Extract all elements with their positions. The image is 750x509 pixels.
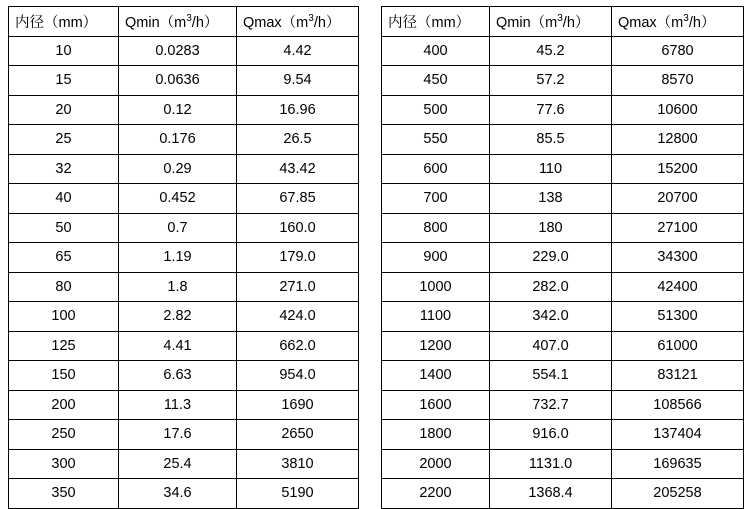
cell-qmax: 9.54 — [237, 66, 359, 96]
cell-qmin: 57.2 — [490, 66, 612, 96]
header-unit-suffix: /h） — [313, 14, 341, 31]
cell-qmin: 0.452 — [119, 184, 237, 214]
superscript-3: 3 — [186, 12, 192, 24]
cell-qmax: 137404 — [612, 420, 744, 450]
cell-diameter: 200 — [9, 390, 119, 420]
cell-qmin: 17.6 — [119, 420, 237, 450]
table-row — [9, 95, 359, 125]
superscript-3: 3 — [557, 12, 563, 24]
cell-diameter: 800 — [382, 213, 490, 243]
header-row — [382, 7, 744, 37]
table-row — [382, 390, 744, 420]
cell-qmin: 229.0 — [490, 243, 612, 273]
header-cell-qmin — [490, 7, 612, 37]
cell-qmin: 85.5 — [490, 125, 612, 155]
cell-diameter: 80 — [9, 272, 119, 302]
header-unit-suffix: /h） — [562, 14, 590, 31]
header-cell-qmax — [612, 7, 744, 37]
cell-qmax: 6780 — [612, 36, 744, 66]
table-row — [9, 331, 359, 361]
cell-qmin: 2.82 — [119, 302, 237, 332]
cell-qmax: 5190 — [237, 479, 359, 509]
table-row — [382, 449, 744, 479]
header-cell-qmax — [237, 7, 359, 37]
table-header-right — [382, 7, 744, 37]
cell-diameter: 350 — [9, 479, 119, 509]
cell-qmax: 205258 — [612, 479, 744, 509]
table-row — [382, 125, 744, 155]
cell-diameter: 300 — [9, 449, 119, 479]
table-header-left — [9, 7, 359, 37]
cell-qmin: 916.0 — [490, 420, 612, 450]
cell-qmin: 554.1 — [490, 361, 612, 391]
cell-diameter: 150 — [9, 361, 119, 391]
cell-qmin: 0.176 — [119, 125, 237, 155]
header-unit-suffix: /h） — [191, 14, 219, 31]
table-row — [382, 331, 744, 361]
table-row — [382, 420, 744, 450]
cell-qmin: 0.12 — [119, 95, 237, 125]
cell-diameter: 2200 — [382, 479, 490, 509]
table-row — [9, 66, 359, 96]
table-body-left — [9, 36, 359, 508]
header-cell-inner-diameter — [9, 7, 119, 37]
table-row — [9, 243, 359, 273]
table-row — [9, 390, 359, 420]
cell-qmax: 8570 — [612, 66, 744, 96]
cell-qmin: 1.8 — [119, 272, 237, 302]
cell-qmax: 61000 — [612, 331, 744, 361]
table-row — [382, 154, 744, 184]
cell-qmax: 424.0 — [237, 302, 359, 332]
table-row — [9, 272, 359, 302]
flow-range-table-right — [381, 6, 744, 509]
table-row — [382, 95, 744, 125]
cell-qmax: 1690 — [237, 390, 359, 420]
cell-diameter: 400 — [382, 36, 490, 66]
cell-qmin: 6.63 — [119, 361, 237, 391]
cell-qmax: 169635 — [612, 449, 744, 479]
cell-qmin: 0.29 — [119, 154, 237, 184]
cell-diameter: 32 — [9, 154, 119, 184]
cell-qmin: 1368.4 — [490, 479, 612, 509]
cell-qmin: 4.41 — [119, 331, 237, 361]
cell-qmin: 138 — [490, 184, 612, 214]
cell-qmin: 0.0283 — [119, 36, 237, 66]
cell-diameter: 450 — [382, 66, 490, 96]
cell-diameter: 700 — [382, 184, 490, 214]
table-row — [382, 243, 744, 273]
cell-qmax: 179.0 — [237, 243, 359, 273]
cell-qmin: 11.3 — [119, 390, 237, 420]
cell-qmin: 282.0 — [490, 272, 612, 302]
cell-qmax: 3810 — [237, 449, 359, 479]
cell-qmax: 26.5 — [237, 125, 359, 155]
table-row — [9, 154, 359, 184]
cell-qmax: 108566 — [612, 390, 744, 420]
table-row — [382, 302, 744, 332]
cell-qmin: 25.4 — [119, 449, 237, 479]
superscript-3: 3 — [683, 12, 689, 24]
table-row — [382, 272, 744, 302]
cell-qmin: 0.7 — [119, 213, 237, 243]
cell-diameter: 250 — [9, 420, 119, 450]
cell-diameter: 1200 — [382, 331, 490, 361]
cell-diameter: 1600 — [382, 390, 490, 420]
cell-qmin: 407.0 — [490, 331, 612, 361]
cell-diameter: 65 — [9, 243, 119, 273]
header-cell-qmin — [119, 7, 237, 37]
cell-diameter: 15 — [9, 66, 119, 96]
cell-diameter: 1400 — [382, 361, 490, 391]
cell-diameter: 100 — [9, 302, 119, 332]
cell-qmin: 77.6 — [490, 95, 612, 125]
table-row — [9, 361, 359, 391]
table-row — [382, 36, 744, 66]
table-row — [9, 302, 359, 332]
cell-diameter: 25 — [9, 125, 119, 155]
table-row — [382, 184, 744, 214]
table-row — [9, 420, 359, 450]
cell-qmax: 271.0 — [237, 272, 359, 302]
cell-diameter: 40 — [9, 184, 119, 214]
cell-diameter: 1800 — [382, 420, 490, 450]
cell-diameter: 10 — [9, 36, 119, 66]
cell-qmin: 0.0636 — [119, 66, 237, 96]
cell-qmax: 83121 — [612, 361, 744, 391]
cell-qmin: 1131.0 — [490, 449, 612, 479]
cell-qmax: 34300 — [612, 243, 744, 273]
table-row — [9, 184, 359, 214]
cell-qmax: 2650 — [237, 420, 359, 450]
cell-qmax: 16.96 — [237, 95, 359, 125]
table-row — [382, 66, 744, 96]
cell-qmin: 45.2 — [490, 36, 612, 66]
cell-qmin: 342.0 — [490, 302, 612, 332]
table-body-right — [382, 36, 744, 508]
cell-diameter: 500 — [382, 95, 490, 125]
table-row — [9, 36, 359, 66]
cell-qmax: 51300 — [612, 302, 744, 332]
cell-qmax: 67.85 — [237, 184, 359, 214]
cell-diameter: 550 — [382, 125, 490, 155]
cell-diameter: 125 — [9, 331, 119, 361]
cell-diameter: 2000 — [382, 449, 490, 479]
cell-qmax: 954.0 — [237, 361, 359, 391]
table-row — [382, 361, 744, 391]
header-text: Qmin（m — [125, 14, 187, 31]
header-text: 内径（mm） — [15, 14, 98, 31]
cell-qmax: 43.42 — [237, 154, 359, 184]
cell-qmax: 12800 — [612, 125, 744, 155]
header-text: Qmax（m — [243, 14, 309, 31]
cell-diameter: 600 — [382, 154, 490, 184]
cell-diameter: 1000 — [382, 272, 490, 302]
cell-qmax: 20700 — [612, 184, 744, 214]
cell-diameter: 20 — [9, 95, 119, 125]
cell-qmax: 15200 — [612, 154, 744, 184]
cell-qmax: 42400 — [612, 272, 744, 302]
header-text: Qmax（m — [618, 14, 684, 31]
cell-qmin: 180 — [490, 213, 612, 243]
cell-qmin: 34.6 — [119, 479, 237, 509]
flow-range-table-left — [8, 6, 359, 509]
superscript-3: 3 — [308, 12, 314, 24]
cell-qmax: 662.0 — [237, 331, 359, 361]
cell-qmax: 4.42 — [237, 36, 359, 66]
header-row — [9, 7, 359, 37]
cell-qmax: 10600 — [612, 95, 744, 125]
header-text: 内径（mm） — [388, 14, 471, 31]
cell-qmax: 160.0 — [237, 213, 359, 243]
header-cell-inner-diameter — [382, 7, 490, 37]
cell-qmax: 27100 — [612, 213, 744, 243]
cell-diameter: 50 — [9, 213, 119, 243]
header-text: Qmin（m — [496, 14, 558, 31]
table-row — [9, 449, 359, 479]
table-row — [382, 213, 744, 243]
cell-qmin: 110 — [490, 154, 612, 184]
cell-qmin: 1.19 — [119, 243, 237, 273]
header-unit-suffix: /h） — [688, 14, 716, 31]
table-row — [9, 213, 359, 243]
cell-diameter: 1100 — [382, 302, 490, 332]
table-row — [9, 125, 359, 155]
cell-diameter: 900 — [382, 243, 490, 273]
cell-qmin: 732.7 — [490, 390, 612, 420]
